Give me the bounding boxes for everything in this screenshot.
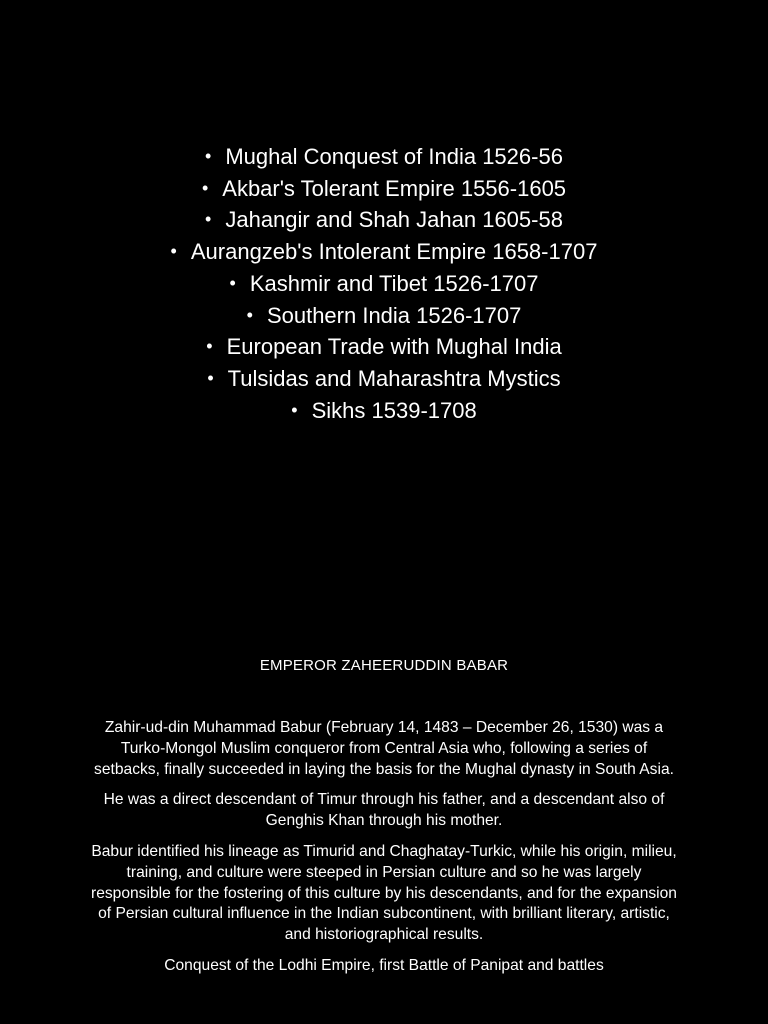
list-item: [0, 395, 768, 427]
list-item-text: European Trade with Mughal India: [226, 334, 562, 360]
slide-babar: [0, 640, 768, 1024]
bullet-icon: •: [170, 241, 177, 262]
slide-heading: EMPEROR ZAHEERUDDIN BABAR: [259, 657, 509, 674]
bullet-icon: •: [201, 177, 209, 198]
list-item: [0, 300, 768, 332]
list-item: [0, 331, 768, 363]
list-item: [0, 268, 768, 300]
list-item: [0, 204, 768, 236]
list-item: [0, 363, 768, 395]
list-item-text: Sikhs 1539-1708: [311, 397, 477, 423]
contents-bullet-list: [0, 141, 768, 426]
body-paragraph: Zahir-ud-din Muhammad Babur (February 14, 1483 – December 26, 1530) was a Turko-Mongol Muslim conqueror from Central Asia who, following a series of setbacks, finally succeeded in laying the basis for the Mughal dynasty in South Asia.: [94, 719, 674, 778]
list-item-text: Jahangir and Shah Jahan 1605-58: [225, 207, 563, 233]
body-paragraph: Conquest of the Lodhi Empire, first Battle of Panipat and battles: [164, 956, 604, 974]
bullet-icon: •: [207, 367, 214, 388]
bullet-icon: •: [205, 146, 212, 166]
body-paragraph: Babur identified his lineage as Timurid and Chaghatay-Turkic, while his origin, milieu, training, and culture were steeped in Persian culture and so he was largely responsible for the fostering of this culture by his descendants, and for the expansion of Persian cultural influence in the Indian subcontinent, with brilliant literary, artistic, and historiographical results.: [91, 842, 677, 944]
list-item-text: Kashmir and Tibet 1526-1707: [249, 270, 539, 296]
list-item-text: Akbar's Tolerant Empire 1556-1605: [222, 175, 567, 201]
list-item-text: Aurangzeb's Intolerant Empire 1658-1707: [190, 239, 598, 265]
bullet-icon: •: [229, 272, 236, 293]
list-item-text: Tulsidas and Maharashtra Mystics: [227, 365, 561, 391]
bullet-icon: •: [205, 209, 212, 230]
list-item: [0, 173, 768, 205]
bullet-icon: •: [291, 399, 298, 420]
body-paragraph: He was a direct descendant of Timur through his father, and a descendant also of Genghis Khan through his mother.: [103, 791, 665, 830]
list-item: [0, 236, 768, 268]
list-item-text: Southern India 1526-1707: [266, 302, 522, 328]
list-item: [0, 141, 768, 173]
bullet-icon: •: [206, 336, 213, 357]
slide-body: [88, 718, 680, 987]
list-item-text: Mughal Conquest of India 1526-56: [225, 144, 563, 169]
bullet-icon: •: [246, 304, 253, 325]
